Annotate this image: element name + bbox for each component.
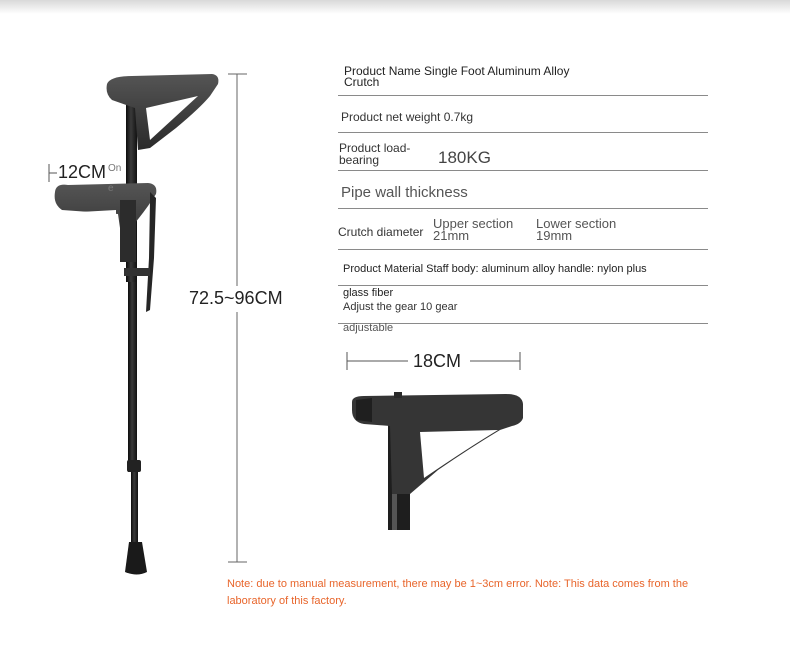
lower-section-label: Lower section <box>536 216 617 231</box>
spec-divider <box>338 285 708 286</box>
handle-length-label: 18CM <box>413 351 462 371</box>
spec-divider <box>338 95 708 96</box>
spec-divider <box>338 249 708 250</box>
adjust-line1: Adjust the gear 10 gear <box>343 301 458 313</box>
load-bearing-label <box>339 142 410 166</box>
upper-section-label: Upper section <box>433 216 514 231</box>
diameter-label: Crutch diameter <box>338 225 424 239</box>
pipe-wall-thickness: Pipe wall thickness <box>341 184 468 201</box>
product-name <box>344 66 569 88</box>
width-dimension-label: 12CM <box>58 162 107 182</box>
width-suffix-top: On <box>108 163 122 174</box>
spec-divider <box>338 132 708 133</box>
height-dimension-label: 72.5~96CM <box>189 288 283 308</box>
lower-section-value: 19mm <box>536 228 573 243</box>
spec-divider <box>338 208 708 209</box>
adjust-line2: adjustable <box>343 322 394 334</box>
load-bearing-label-line2: bearing <box>339 153 380 167</box>
upper-section <box>433 218 513 242</box>
spec-divider <box>338 323 708 324</box>
upper-section-value: 21mm <box>433 228 470 243</box>
material-line2: glass fiber <box>343 287 394 299</box>
note-line2: laboratory of this factory. <box>227 595 347 607</box>
measurement-note <box>227 576 747 610</box>
material-line1: Product Material Staff body: aluminum alloy handle: nylon plus <box>343 263 647 275</box>
note-line1: Note: due to manual measurement, there may be 1~3cm error. Note: This data comes from the <box>227 578 689 590</box>
load-bearing-label-line1: Product load- <box>339 141 411 155</box>
product-name-line1: Product Name Single Foot Aluminum Alloy <box>344 64 570 78</box>
lower-section <box>536 218 616 242</box>
spec-divider <box>338 170 708 171</box>
load-bearing-value: 180KG <box>438 148 491 167</box>
product-name-line2: Crutch <box>344 75 380 89</box>
width-suffix-bottom: e <box>108 183 114 194</box>
net-weight: Product net weight 0.7kg <box>341 110 474 124</box>
